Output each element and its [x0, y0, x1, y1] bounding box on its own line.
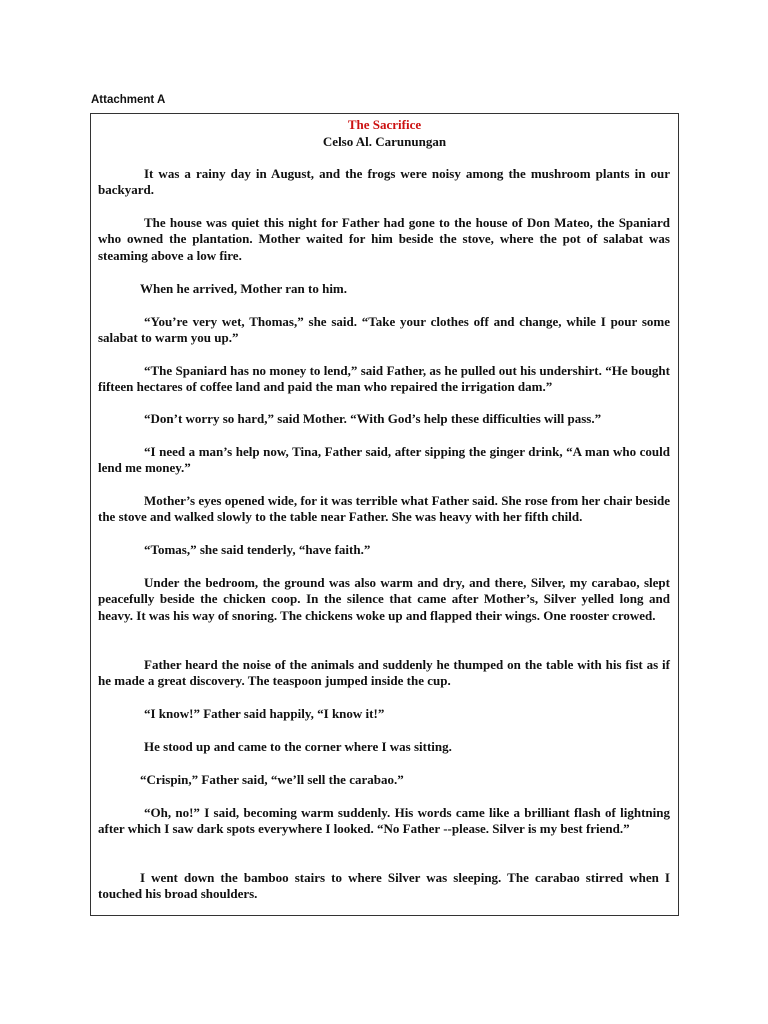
paragraph: “Tomas,” she said tenderly, “have faith.”	[144, 542, 371, 557]
attachment-label: Attachment A	[91, 94, 166, 106]
paragraph: The house was quiet this night for Father had gone to the house of Don Mateo, the Spaniard who owned the plantation. Mother waited for him beside the stove, where the pot of salabat was steaming above a low fire.	[98, 215, 670, 263]
paragraph: Mother’s eyes opened wide, for it was terrible what Father said. She rose from her chair beside the stove and walked slowly to the table near Father. She was heavy with her fifth child.	[98, 493, 670, 525]
paragraph: “You’re very wet, Thomas,” she said. “Take your clothes off and change, while I pour some salabat to warm you up.”	[98, 314, 670, 346]
paragraph: “I know!” Father said happily, “I know it!”	[144, 706, 385, 721]
paragraph: “Crispin,” Father said, “we’ll sell the carabao.”	[140, 772, 404, 787]
paragraph: I went down the bamboo stairs to where Silver was sleeping. The carabao stirred when I touched his broad shoulders.	[98, 870, 670, 902]
paragraph: “Oh, no!” I said, becoming warm suddenly. His words came like a brilliant flash of lightning after which I saw dark spots everywhere I looked. “No Father --please. Silver is my best friend.”	[98, 805, 670, 837]
paragraph: Under the bedroom, the ground was also warm and dry, and there, Silver, my carabao, slept peacefully beside the chicken coop. In the silence that came after Mother’s, Silver yelled long and heavy. It was his way of snoring. The chickens woke up and flapped their wings. One rooster crowed.	[98, 575, 670, 623]
paragraph: Father heard the noise of the animals and suddenly he thumped on the table with his fist as if he made a great discovery. The teaspoon jumped inside the cup.	[98, 657, 670, 689]
paragraph: “The Spaniard has no money to lend,” said Father, as he pulled out his undershirt. “He bought fifteen hectares of coffee land and paid the man who repaired the irrigation dam.”	[98, 363, 670, 395]
paragraph: “Don’t worry so hard,” said Mother. “With God’s help these difficulties will pass.”	[144, 411, 602, 426]
paragraph: “I need a man’s help now, Tina, Father said, after sipping the ginger drink, “A man who could lend me money.”	[98, 444, 670, 476]
paragraph: It was a rainy day in August, and the frogs were noisy among the mushroom plants in our backyard.	[98, 166, 670, 198]
paragraph: When he arrived, Mother ran to him.	[140, 281, 348, 296]
story-author: Celso Al. Carunungan	[322, 134, 447, 149]
paragraph: He stood up and came to the corner where I was sitting.	[144, 739, 452, 754]
story-title: The Sacrifice	[347, 117, 422, 132]
